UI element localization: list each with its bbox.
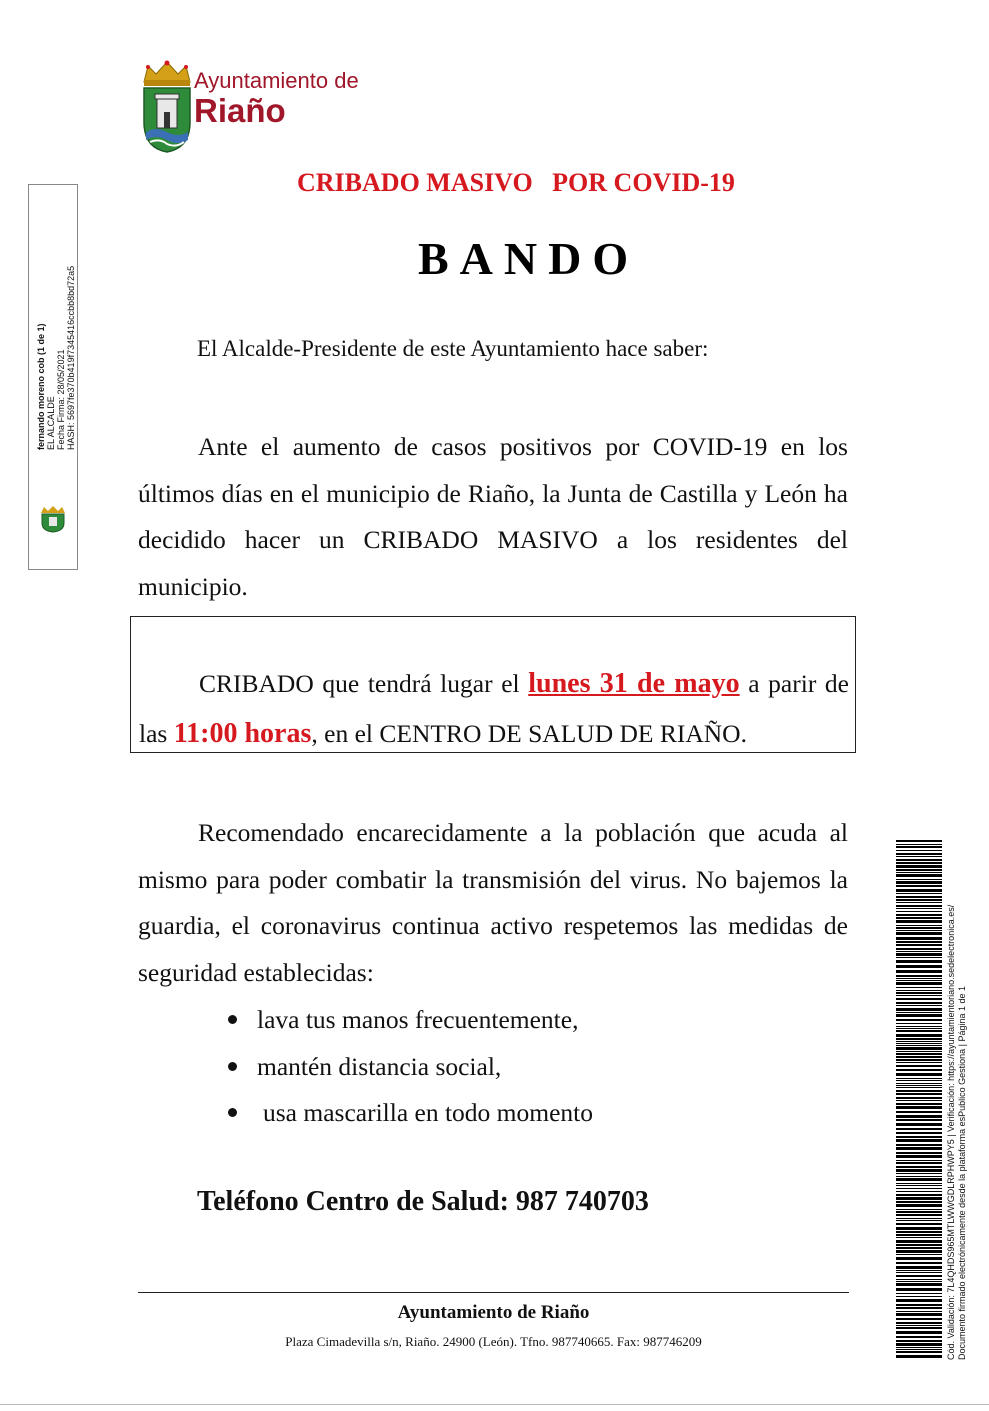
logo-line-2: Riaño: [194, 92, 286, 129]
signature-strip: [28, 184, 78, 570]
health-center-phone: Teléfono Centro de Salud: 987 740703: [197, 1186, 649, 1217]
notice-text: [139, 659, 849, 759]
paragraph-1-text: Ante el aumento de casos positivos por COVID-19 en los últimos días en el municipio de Riaño, la Junta de Castilla y León ha decidido hacer un CRIBADO MASIVO a los residentes del municipio.: [138, 432, 848, 601]
signer-role: EL ALCALDE: [46, 396, 56, 450]
signature-hash: HASH: 5697fe370b419f7345416ccbb8bd72a5: [66, 265, 76, 450]
verification-text: [946, 905, 968, 1360]
page-bottom-edge: [0, 1404, 989, 1405]
list-item: mantén distancia social,: [225, 1044, 593, 1091]
barcode-icon: [896, 840, 942, 1358]
list-item: usa mascarilla en todo momento: [225, 1090, 593, 1137]
coat-of-arms-icon: [140, 60, 194, 155]
paragraph-1: [138, 424, 848, 610]
verification-line-1: Cód. Validación: 7L4QHDS965MTLWWGDLRPHWPY5 | Verificación: https://ayuntamientoriano.sedelectronica.es/: [946, 904, 956, 1360]
list-item: lava tus manos frecuentemente,: [225, 997, 593, 1044]
notice-box: [130, 616, 856, 753]
signer-name: fernando moreno cob (1 de 1): [36, 323, 46, 450]
intro-text: El Alcalde-Presidente de este Ayuntamiento hace saber:: [197, 336, 709, 361]
paragraph-2: [138, 810, 848, 996]
notice-before-date: CRIBADO que tendrá lugar el: [199, 669, 529, 698]
paragraph-2-text: Recomendado encarecidamente a la población que acuda al mismo para poder combatir la transmisión del virus. No bajemos la guardia, el coronavirus continua activo respetemos las medidas de seguridad establecidas:: [138, 818, 848, 987]
document-title: CRIBADO MASIVO POR COVID-19: [297, 168, 735, 197]
footer-name: Ayuntamiento de Riaño: [397, 1302, 590, 1323]
seal-icon: [38, 505, 68, 533]
verification-line-2: Documento firmado electrónicamente desde la plataforma esPublico Gestiona | Página 1 de 1: [957, 985, 967, 1360]
notice-after: , en el CENTRO DE SALUD DE RIAÑO.: [311, 719, 747, 748]
logo-line-1: Ayuntamiento de: [194, 68, 359, 93]
signature-date: Fecha Firma: 28/05/2021: [56, 349, 66, 450]
notice-hour: 11:00 horas: [173, 718, 312, 749]
document-heading: BANDO: [418, 233, 640, 284]
notice-between: a parir de las: [139, 669, 850, 748]
footer-address: Plaza Cimadevilla s/n, Riaño. 24900 (León). Tfno. 987740665. Fax: 987746209: [285, 1334, 702, 1349]
notice-date: lunes 31 de mayo: [528, 668, 740, 699]
municipality-logo: [140, 60, 370, 155]
footer-divider: [138, 1292, 849, 1293]
signature-text: [36, 266, 76, 450]
measures-list: [225, 997, 593, 1137]
